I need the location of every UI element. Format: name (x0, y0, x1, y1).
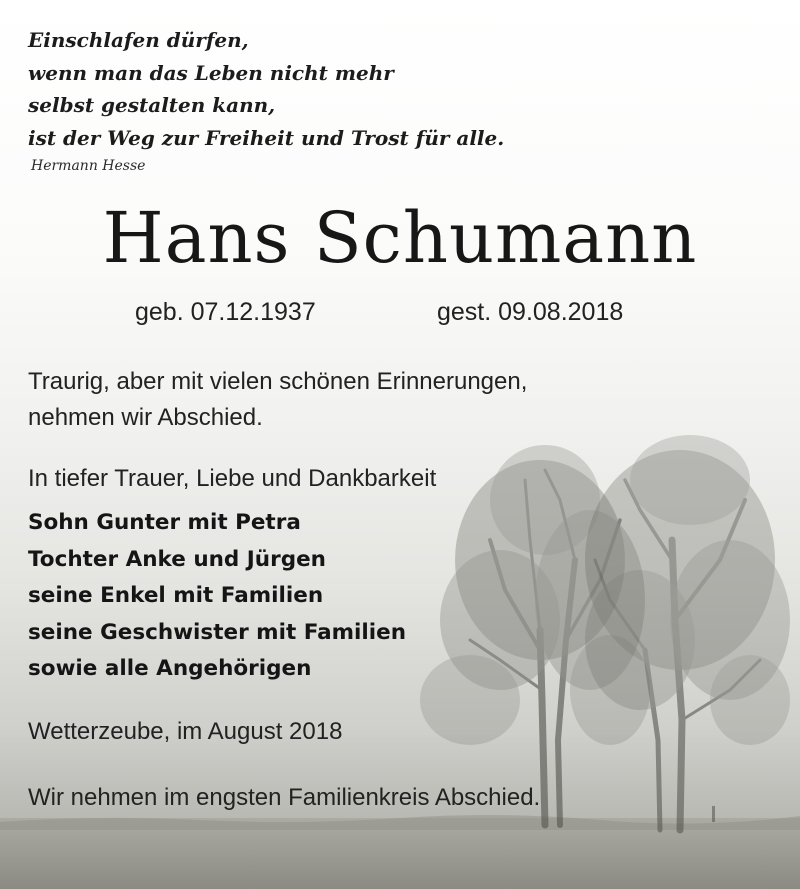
mourner-entry: seine Geschwister mit Familien (28, 619, 407, 645)
farewell-line: Traurig, aber mit vielen schönen Erinnerungen, (28, 368, 528, 395)
mourner-entry: sowie alle Angehörigen (28, 656, 312, 681)
epigraph-quote (28, 24, 504, 154)
deceased-name: Hans Schumann (102, 197, 698, 279)
quote-line: ist der Weg zur Freiheit und Trost für alle. (28, 125, 505, 150)
mourner-entry: Tochter Anke und Jürgen (28, 546, 326, 572)
death-date: gest. 09.08.2018 (437, 298, 624, 326)
closing-note: Wir nehmen im engsten Familienkreis Abschied. (28, 784, 541, 811)
quote-author: Hermann Hesse (31, 158, 146, 174)
fence-post (712, 806, 715, 822)
mourning-intro: In tiefer Trauer, Liebe und Dankbarkeit (28, 465, 437, 492)
tree-right (585, 435, 790, 830)
quote-line: wenn man das Leben nicht mehr (28, 60, 394, 85)
quote-line: selbst gestalten kann, (28, 93, 276, 117)
mourners-list (28, 505, 406, 688)
quote-line: Einschlafen dürfen, (28, 28, 249, 52)
mourner-entry: seine Enkel mit Familien (28, 583, 324, 608)
farewell-line: nehmen wir Abschied. (28, 404, 263, 431)
mourner-entry: Sohn Gunter mit Petra (28, 510, 301, 535)
birth-date: geb. 07.12.1937 (135, 298, 316, 326)
place-and-date: Wetterzeube, im August 2018 (28, 718, 343, 745)
farewell-text (28, 364, 527, 436)
